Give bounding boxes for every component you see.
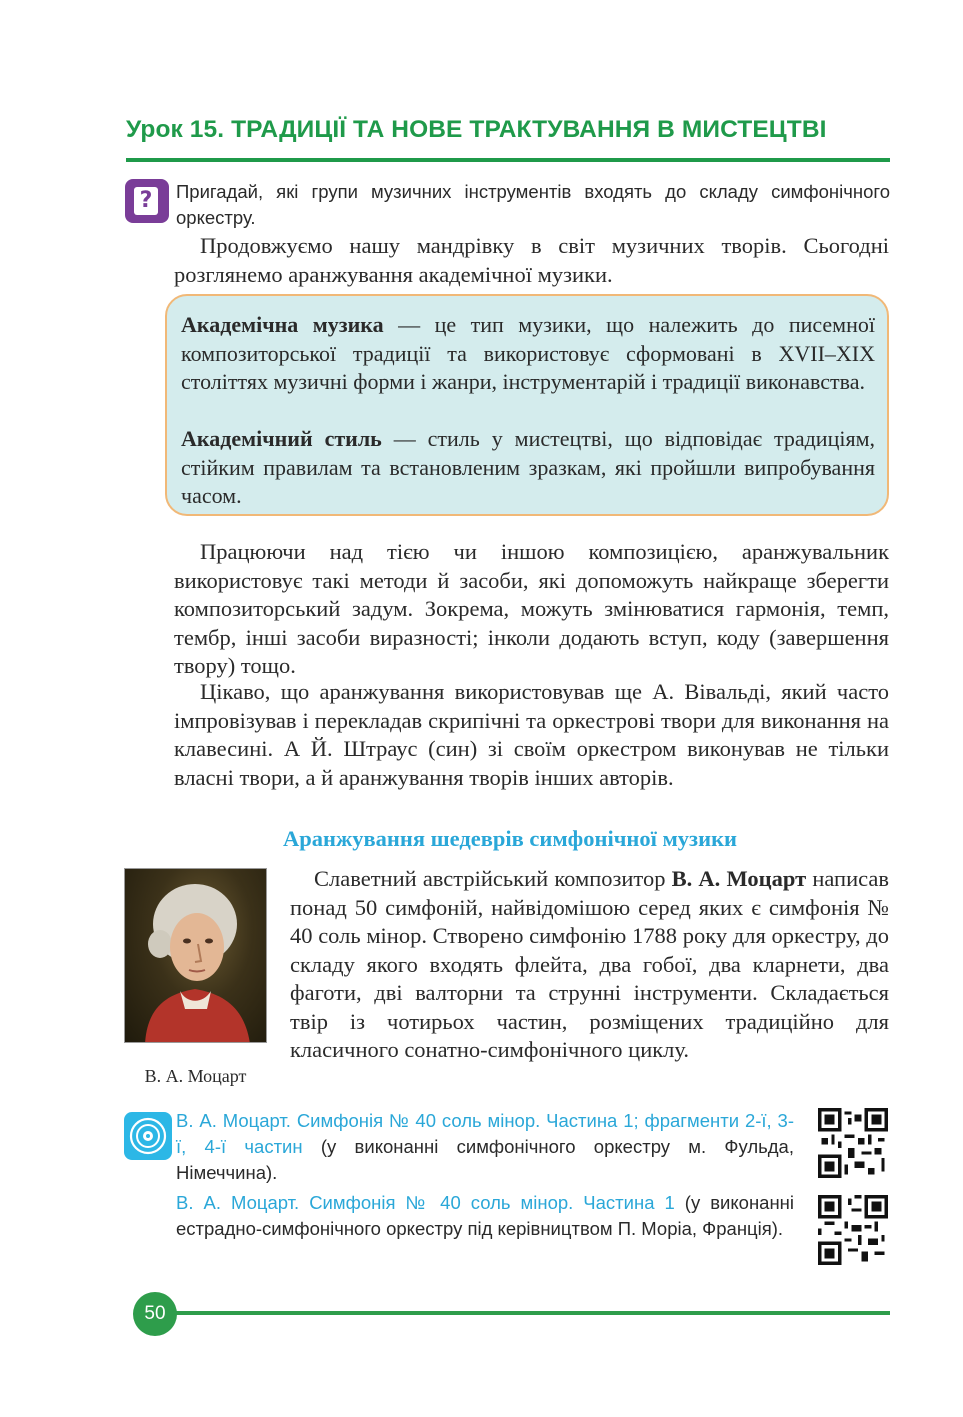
listening-item-1: В. А. Моцарт. Симфонія № 40 соль мінор. Частина 1; фрагменти 2-ї, 3-ї, 4-ї частин (у виконанні симфонічного оркестру м. Фульда, Німеччина). xyxy=(176,1110,794,1183)
section-heading: Аранжування шедеврів симфонічної музики xyxy=(282,826,737,851)
composer-name: В. А. Моцарт xyxy=(671,866,807,891)
mozart-paragraph: Славетний австрійський композитор В. А. Моцарт написав понад 50 симфоній, найвідомішою серед яких є симфонія № 40 соль мінор. Створено симфонію 1788 року для оркестру, до складу якого входять флейта, два гобої, два кларнети, два фаготи, дві валторни та струнні інструменти. Складається твір із чотирьох частин, розміщених традиційно для класичного сонатно-симфонічного циклу. xyxy=(290,866,890,1062)
title-divider xyxy=(126,158,890,162)
question-text: Пригадай, які групи музичних інструментів входять до складу симфонічного оркестру. xyxy=(176,181,890,228)
portrait-caption: В. А. Моцарт xyxy=(144,1066,247,1086)
question-mark-icon: ? xyxy=(125,179,169,223)
qr-code-icon[interactable] xyxy=(818,1195,888,1265)
paragraph-arranger: Працюючи над тією чи іншою композицією, аранжувальник використовує такі методи й засоби, які допоможуть найкраще зберегти композиторський задум. Зокрема, можуть змінюватися гармонія, темп, тембр, інші засоби виразності; інколи додають вступ, коду (завершення твору) тощо. xyxy=(174,539,889,678)
page-number: 50 xyxy=(133,1292,177,1336)
footer-divider xyxy=(170,1311,890,1315)
definition-academic-style: Академічний стиль — стиль у мистецтві, що відповідає традиціям, стійким правилам та встановленим зразкам, які пройшли випробування часом. xyxy=(181,426,875,508)
paragraph-vivaldi: Цікаво, що аранжування використовував ще А. Вівальді, який часто імпровізував і перекладав скрипічні та оркестрові твори для виконання на клавесині. А Й. Штраус (син) зі своїм оркестром виконував не тільки власні твори, а й аранжування творів інших авторів. xyxy=(174,679,889,790)
definition-term: Академічна музика xyxy=(181,312,384,337)
definition-term: Академічний стиль xyxy=(181,426,382,451)
mozart-portrait xyxy=(124,868,267,1043)
listening-ref: В. А. Моцарт. Симфонія № 40 соль мінор. Частина 1; фрагменти 2-ї, 3-ї, 4-ї частин xyxy=(176,1110,794,1157)
qr-code-icon[interactable] xyxy=(818,1108,888,1178)
listening-item-2: В. А. Моцарт. Симфонія № 40 соль мінор. Частина 1 (у виконанні естрадно-симфонічного оркестру під керівництвом П. Моріа, Франція). xyxy=(176,1192,794,1239)
definition-academic-music: Академічна музика — це тип музики, що належить до писемної композиторської традиції та використовує сформовані в XVII–XIX століттях музичні форми і жанри, інструментарій і традиції виконавства. xyxy=(181,312,875,394)
lesson-title: Урок 15. ТРАДИЦІЇ ТА НОВЕ ТРАКТУВАННЯ В МИСТЕЦТВІ xyxy=(126,116,827,143)
audio-disc-icon xyxy=(124,1112,172,1160)
listening-ref: В. А. Моцарт. Симфонія № 40 соль мінор. Частина 1 xyxy=(176,1192,675,1213)
intro-paragraph: Продовжуємо нашу мандрівку в світ музичних творів. Сьогодні розглянемо аранжування академічної музики. xyxy=(174,233,889,287)
